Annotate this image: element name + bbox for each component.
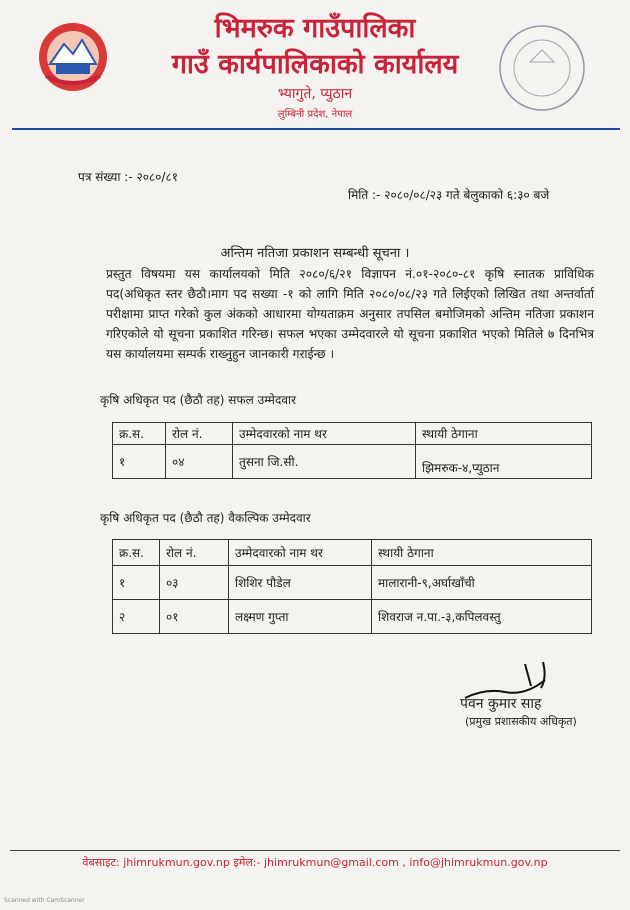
signatory-name: पवन कुमार साह: [460, 696, 542, 712]
successful-candidates-heading: कृषि अधिकृत पद (छैठौ तह) सफल उम्मेदवार: [100, 393, 297, 407]
header-divider: [12, 128, 620, 130]
cell-roll: ०१: [160, 600, 229, 634]
cell-serial: २: [113, 600, 160, 634]
col-serial: क्र.स.: [113, 423, 166, 445]
municipality-name: भिमरुक गाउँपालिका: [214, 13, 416, 44]
table-header-row: [113, 540, 592, 566]
table-row: [113, 445, 592, 479]
cell-name: शिशिर पौडेल: [229, 566, 372, 600]
cell-serial: १: [113, 445, 166, 479]
col-serial: क्र.स.: [113, 540, 160, 566]
footer-divider: [10, 850, 620, 851]
cell-name: तुसना जि.सी.: [233, 445, 416, 479]
col-roll: रोल नं.: [160, 540, 229, 566]
office-seal-stamp-icon: [496, 22, 588, 114]
cell-name: लक्ष्मण गुप्ता: [229, 600, 372, 634]
letter-date: मिति :- २०८०/०८/२३ गते बेलुकाको ६:३० बजे: [348, 188, 550, 202]
col-name: उम्मेदवारको नाम थर: [229, 540, 372, 566]
footer-contact: वेबसाइट: jhimrukmun.gov.np इमेल:- jhimrukmun@gmail.com , info@jhimrukmun.gov.np: [82, 856, 548, 869]
alternate-candidates-table: [112, 539, 592, 634]
table-row: [113, 566, 592, 600]
cell-roll: ०४: [166, 445, 233, 479]
cell-address: शिवराज न.पा.-३,कपिलवस्तु: [372, 600, 592, 634]
cell-address: झिमरुक-४,प्युठान: [416, 445, 592, 479]
col-roll: रोल नं.: [166, 423, 233, 445]
table-row: [113, 600, 592, 634]
office-address: भ्यागुते, प्युठान: [277, 86, 353, 102]
signatory-title: (प्रमुख प्रशासकीय अधिकृत): [465, 715, 577, 728]
office-province: लुम्बिनी प्रदेश, नेपाल: [277, 109, 353, 120]
successful-candidates-table: [112, 422, 592, 479]
col-address: स्थायी ठेगाना: [372, 540, 592, 566]
letter-subject: अन्तिम नतिजा प्रकाशन सम्बन्धी सूचना ।: [220, 246, 410, 261]
scanner-watermark: Scanned with CamScanner: [4, 897, 85, 904]
alternate-candidates-heading: कृषि अधिकृत पद (छैठौ तह) वैकल्पिक उम्मेदवार: [100, 511, 311, 525]
cell-serial: १: [113, 566, 160, 600]
cell-roll: ०३: [160, 566, 229, 600]
office-name: गाउँ कार्यपालिकाको कार्यालय: [171, 49, 459, 80]
col-address: स्थायी ठेगाना: [416, 423, 592, 445]
table-header-row: [113, 423, 592, 445]
letter-body: प्रस्तुत विषयमा यस कार्यालयको मिति २०८०/६/२१ विज्ञापन नं.०१-२०८०-८१ कृषि स्नातक प्राविधिक पद(अधिकृत स्तर छैठौ।माग पद सख्या -१ को लागि मिति २०८०/०८/२३ गते लिईएको लिखित तथा अन्तर्वार्ता परीक्षामा प्राप्त गरेको कुल अंकको आधारमा योग्यताक्रम अनुसार तपसिल बमोजिमको अन्तिम नतिजा प्रकाशन गरिएकोले यो सूचना प्रकाशित गरिन्छ। सफल भएका उम्मेदवारले यो सूचना प्रकाशित भएको मितिले ७ दिनभित्र यस कार्यालयमा सम्पर्क राख्नुहुन जानकारी गराईन्छ ।: [106, 267, 594, 361]
col-name: उम्मेदवारको नाम थर: [233, 423, 416, 445]
reference-number: पत्र संख्या :- २०८०/८१: [78, 170, 178, 184]
cell-address: मालारानी-९,अर्घाखाँची: [372, 566, 592, 600]
